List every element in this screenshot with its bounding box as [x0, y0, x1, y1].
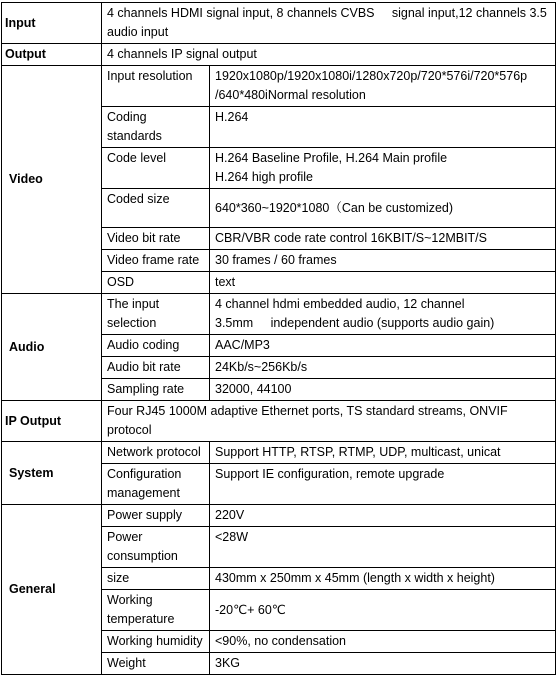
param-value: 32000, 44100: [210, 379, 556, 401]
param-name: Video frame rate: [102, 250, 210, 272]
param-name: Weight: [102, 653, 210, 675]
param-value: 3KG: [210, 653, 556, 675]
param-name: Working humidity: [102, 631, 210, 653]
param-value: CBR/VBR code rate control 16KBIT/S~12MBIT/S: [210, 228, 556, 250]
param-name: Power consumption: [102, 527, 210, 568]
section-label-ip-output: IP Output: [2, 401, 102, 442]
param-value: 1920x1080p/1920x1080i/1280x720p/720*576i/720*576p /640*480iNormal resolution: [210, 66, 556, 107]
param-value: 640*360~1920*1080（Can be customized): [210, 189, 556, 228]
param-value: 30 frames / 60 frames: [210, 250, 556, 272]
param-value: 4 channel hdmi embedded audio, 12 channel 3.5mm independent audio (supports audio gain): [210, 294, 556, 335]
param-name: Power supply: [102, 505, 210, 527]
param-value: H.264: [210, 107, 556, 148]
output-value: 4 channels IP signal output: [102, 44, 556, 66]
param-value: 430mm x 250mm x 45mm (length x width x height): [210, 568, 556, 590]
section-label-input: Input: [2, 3, 102, 44]
param-value: 24Kb/s~256Kb/s: [210, 357, 556, 379]
param-value: <28W: [210, 527, 556, 568]
section-label-audio: Audio: [2, 294, 102, 401]
input-value: 4 channels HDMI signal input, 8 channels CVBS signal input,12 channels 3.5 audio input: [102, 3, 556, 44]
row-input: [2, 3, 556, 44]
param-value: Support IE configuration, remote upgrade: [210, 464, 556, 505]
param-name: Sampling rate: [102, 379, 210, 401]
section-label-video: Video: [2, 66, 102, 294]
param-value: H.264 Baseline Profile, H.264 Main profile H.264 high profile: [210, 148, 556, 189]
spec-table: [1, 2, 556, 675]
param-name: Coded size: [102, 189, 210, 228]
param-name: size: [102, 568, 210, 590]
param-name: Configuration management: [102, 464, 210, 505]
param-name: Coding standards: [102, 107, 210, 148]
param-name: Video bit rate: [102, 228, 210, 250]
row-video-input-resolution: [2, 66, 556, 107]
param-name: Audio bit rate: [102, 357, 210, 379]
row-general-power-supply: [2, 505, 556, 527]
row-system-network-protocol: [2, 442, 556, 464]
ip-output-value: Four RJ45 1000M adaptive Ethernet ports, TS standard streams, ONVIF protocol: [102, 401, 556, 442]
param-name: Audio coding: [102, 335, 210, 357]
section-label-general: General: [2, 505, 102, 675]
param-name: OSD: [102, 272, 210, 294]
param-name: Code level: [102, 148, 210, 189]
param-name: The input selection: [102, 294, 210, 335]
param-value: AAC/MP3: [210, 335, 556, 357]
param-name: Network protocol: [102, 442, 210, 464]
row-ip-output: [2, 401, 556, 442]
param-name: Input resolution: [102, 66, 210, 107]
section-label-output: Output: [2, 44, 102, 66]
param-value: text: [210, 272, 556, 294]
param-value: <90%, no condensation: [210, 631, 556, 653]
row-audio-input-selection: [2, 294, 556, 335]
row-output: [2, 44, 556, 66]
param-value: -20℃+ 60℃: [210, 590, 556, 631]
section-label-system: System: [2, 442, 102, 505]
param-value: 220V: [210, 505, 556, 527]
param-value: Support HTTP, RTSP, RTMP, UDP, multicast, unicat: [210, 442, 556, 464]
param-name: Working temperature: [102, 590, 210, 631]
